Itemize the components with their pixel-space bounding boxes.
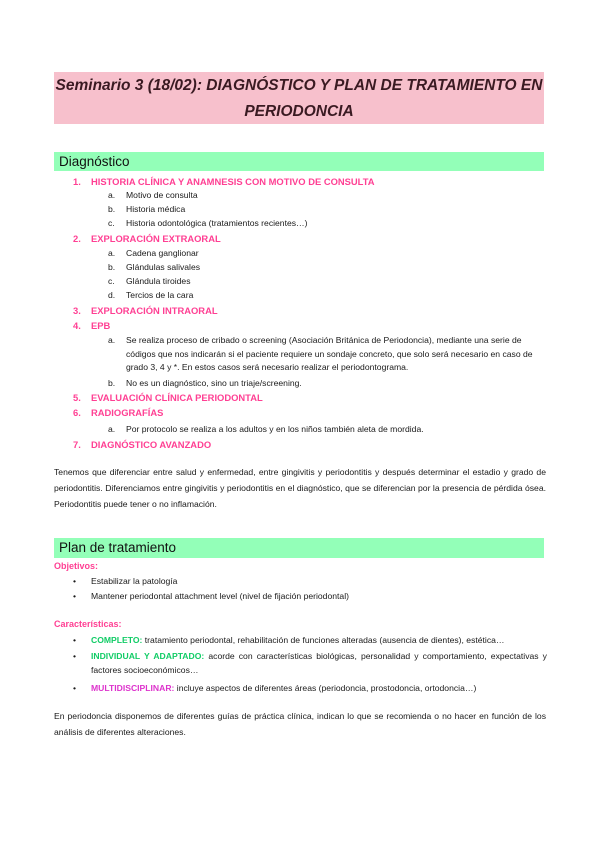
list-item: 2. EXPLORACIÓN EXTRAORAL — [73, 233, 221, 244]
sub-list-item: a. Motivo de consulta — [108, 190, 198, 200]
list-item: 7. DIAGNÓSTICO AVANZADO — [73, 439, 212, 450]
caracteristicas-label: Características: — [54, 619, 122, 629]
objetivos-label: Objetivos: — [54, 561, 99, 571]
section-heading-diagnostico: Diagnóstico — [54, 152, 544, 171]
bullet-item: • Mantener periodontal attachment level (nivel de fijación periodontal) — [73, 591, 349, 601]
sub-list-item: a. Cadena ganglionar — [108, 248, 199, 258]
list-item: 6. RADIOGRAFÍAS — [73, 407, 164, 418]
list-item: 3. EXPLORACIÓN INTRAORAL — [73, 305, 218, 316]
sub-list-item: c. Historia odontológica (tratamientos recientes…) — [108, 218, 308, 228]
sub-list-item: b. Historia médica — [108, 204, 186, 214]
bullet-item: • MULTIDISCIPLINAR: incluye aspectos de diferentes áreas (periodoncia, prostodoncia, ortodoncia…) — [73, 683, 477, 693]
sub-list-item: a. Se realiza proceso de cribado o screening (Asociación Británica de Periodoncia), mediante una serie de códigos que nos indicarán si el paciente requiere un sondaje concreto, que solo será necesario en caso de grado 3, 4 y *. En estos casos será necesario realizar el periodontograma. — [108, 335, 533, 372]
section-heading-plan: Plan de tratamiento — [54, 538, 544, 558]
bullet-item: • Estabilizar la patología — [73, 576, 178, 586]
sub-list-item: b. No es un diagnóstico, sino un triaje/screening. — [108, 378, 302, 388]
bullet-item: • COMPLETO: tratamiento periodontal, rehabilitación de funciones alteradas (ausencia de dientes), estética… — [73, 635, 505, 645]
caracteristica-key: INDIVIDUAL Y ADAPTADO: — [91, 651, 205, 661]
sub-list-item: d. Tercios de la cara — [108, 290, 194, 300]
bullet-item: • INDIVIDUAL Y ADAPTADO: acorde con características biológicas, personalidad y comportamiento, expectativas y factores socioeconómicos… — [73, 651, 547, 675]
sub-list-item: b. Glándulas salivales — [108, 262, 201, 272]
list-item: 4. EPB — [73, 320, 111, 331]
document-title — [54, 72, 544, 124]
sub-list-item: a. Por protocolo se realiza a los adultos y en los niños también aleta de mordida. — [108, 424, 424, 434]
plan-paragraph: En periodoncia disponemos de diferentes guías de práctica clínica, indican lo que se recomienda o no hacer en función de los análisis de diferentes alteraciones. — [54, 711, 546, 737]
list-item: 1. HISTORIA CLÍNICA Y ANAMNESIS CON MOTIVO DE CONSULTA — [73, 176, 375, 187]
title-line-1: Seminario 3 (18/02): DIAGNÓSTICO Y PLAN DE TRATAMIENTO EN — [55, 77, 543, 94]
caracteristica-key: MULTIDISCIPLINAR: — [91, 683, 175, 693]
caracteristica-key: COMPLETO: — [91, 635, 143, 645]
title-line-2: PERIODONCIA — [244, 103, 354, 120]
diagnostico-paragraph: Tenemos que diferenciar entre salud y enfermedad, entre gingivitis y periodontitis y después determinar el estadio y grado de periodontitis. Diferenciamos entre gingivitis y periodontitis en el diagnóstico, que se diferencian por la presencia de pérdida ósea. Periodontitis puede tener o no inflamación. — [54, 467, 546, 509]
list-item: 5. EVALUACIÓN CLÍNICA PERIODONTAL — [73, 392, 263, 403]
sub-list-item: c. Glándula tiroides — [108, 276, 191, 286]
